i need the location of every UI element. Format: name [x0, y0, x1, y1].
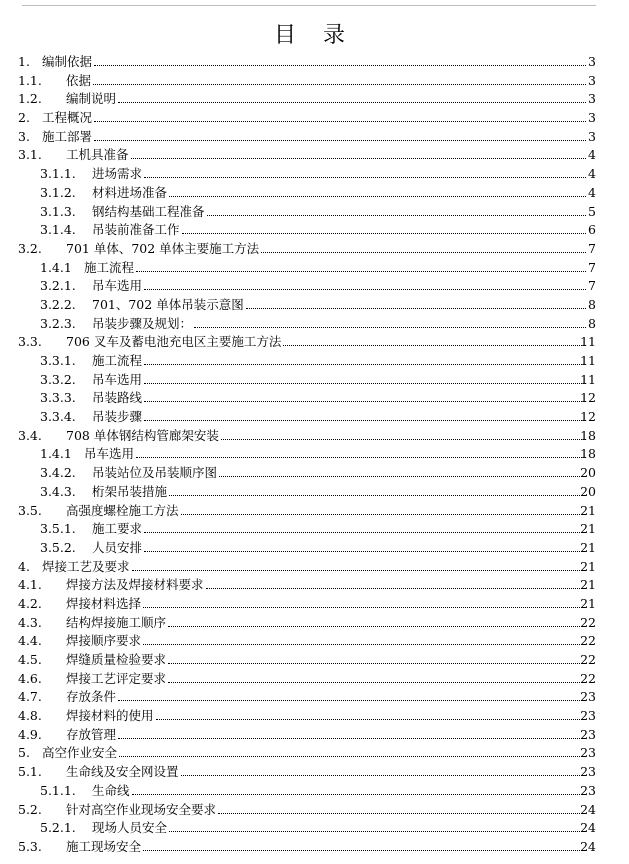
toc-dot-leader	[181, 502, 586, 515]
toc-entry-title: 存放条件	[66, 689, 117, 705]
toc-entry-number: 3.4.	[18, 427, 42, 443]
toc-dot-leader	[143, 838, 586, 851]
toc-entry-page: 23	[580, 782, 596, 798]
toc-entry-number: 5.2.	[18, 801, 42, 817]
toc-entry-number: 3.1.2.	[40, 184, 76, 200]
toc-entry-number: 5.1.	[18, 764, 42, 780]
toc-entry-number: 2.	[18, 110, 30, 126]
toc-dot-leader	[118, 726, 586, 739]
toc-entry-title: 结构焊接施工顺序	[66, 614, 167, 630]
toc-dot-leader	[194, 315, 586, 328]
toc-entry-title: 编制依据	[42, 54, 93, 69]
toc-dot-leader	[132, 558, 586, 571]
toc-entry[interactable]	[0, 53, 629, 72]
toc-dot-leader	[168, 670, 586, 683]
toc-entry-title: 吊装步骤	[92, 409, 143, 425]
toc-entry-number: 4.1.	[18, 577, 42, 593]
toc-entry-page: 20	[580, 483, 596, 499]
toc-dot-leader	[132, 782, 586, 795]
toc-entry-title: 进场需求	[92, 166, 143, 182]
toc-entry-title: 施工流程	[92, 353, 143, 368]
toc-entry-page: 4	[588, 184, 596, 200]
toc-list	[0, 53, 629, 857]
toc-entry[interactable]	[0, 277, 629, 296]
toc-dot-leader	[119, 744, 586, 757]
toc-entry-page: 3	[588, 54, 596, 69]
toc-dot-leader	[94, 53, 586, 66]
toc-entry-title: 701、702 单体吊装示意图	[92, 296, 244, 312]
toc-entry[interactable]	[0, 707, 629, 726]
toc-entry[interactable]	[0, 128, 629, 147]
toc-entry-title: 焊接材料选择	[66, 595, 142, 611]
toc-entry-title: 焊接工艺评定要求	[66, 670, 167, 686]
toc-entry[interactable]	[0, 838, 629, 857]
toc-entry-title: 存放管理	[66, 726, 117, 742]
toc-entry-title: 吊车选用	[84, 446, 135, 462]
toc-entry[interactable]	[0, 520, 629, 539]
toc-entry-page: 3	[588, 110, 596, 126]
toc-entry-number: 5.	[18, 745, 30, 761]
toc-entry-title: 工机具准备	[66, 147, 129, 163]
toc-entry-page: 24	[580, 801, 596, 817]
toc-entry-page: 4	[588, 166, 596, 182]
toc-entry-page: 11	[580, 353, 596, 368]
toc-entry-page: 7	[588, 278, 596, 294]
toc-entry[interactable]	[0, 371, 629, 390]
toc-entry[interactable]	[0, 670, 629, 689]
toc-entry-number: 3.3.1.	[40, 353, 76, 368]
toc-entry[interactable]	[0, 502, 629, 521]
toc-dot-leader	[219, 464, 586, 477]
toc-entry[interactable]	[0, 333, 629, 352]
toc-entry-number: 3.5.	[18, 502, 42, 518]
toc-entry[interactable]	[0, 352, 629, 371]
toc-entry-number: 3.2.	[18, 240, 42, 256]
toc-dot-leader	[143, 595, 586, 608]
toc-entry[interactable]	[0, 445, 629, 464]
toc-entry-number: 4.2.	[18, 595, 42, 611]
toc-entry-title: 焊接材料的使用	[66, 708, 154, 724]
toc-dot-leader	[218, 801, 586, 814]
toc-entry-page: 23	[580, 708, 596, 724]
toc-entry[interactable]	[0, 146, 629, 165]
toc-entry-number: 1.4.1	[40, 259, 72, 275]
toc-entry-page: 7	[588, 259, 596, 275]
toc-entry-number: 1.4.1	[40, 446, 72, 462]
toc-entry-page: 23	[580, 764, 596, 780]
toc-entry-page: 8	[588, 315, 596, 331]
toc-entry-number: 4.5.	[18, 652, 42, 667]
toc-entry-number: 3.2.2.	[40, 296, 76, 312]
toc-entry-page: 12	[580, 409, 596, 425]
toc-entry-number: 1.1.	[18, 72, 42, 88]
toc-entry[interactable]	[0, 576, 629, 595]
toc-entry-title: 吊装步骤及规划：	[92, 315, 193, 331]
toc-entry-title: 施工现场安全	[66, 838, 142, 854]
toc-entry[interactable]	[0, 109, 629, 128]
toc-entry[interactable]	[0, 595, 629, 614]
toc-entry-number: 1.	[18, 54, 30, 69]
toc-entry-title: 现场人员安全	[92, 820, 168, 836]
toc-entry-number: 3.1.	[18, 147, 42, 163]
toc-entry-number: 3.1.1.	[40, 166, 76, 182]
toc-dot-leader	[144, 520, 586, 533]
header-rule	[22, 5, 596, 6]
toc-dot-leader	[136, 259, 586, 272]
toc-entry-page: 7	[588, 240, 596, 256]
toc-entry-number: 4.8.	[18, 708, 42, 724]
toc-entry-page: 11	[580, 371, 596, 387]
toc-dot-leader	[94, 109, 586, 122]
toc-entry-page: 21	[580, 521, 596, 537]
toc-entry-title: 701 单体、702 单体主要施工方法	[66, 240, 260, 256]
toc-entry-title: 人员安排	[92, 539, 143, 555]
toc-entry-title: 生命线	[92, 782, 130, 798]
toc-entry-page: 22	[580, 633, 596, 649]
toc-entry-number: 3.2.3.	[40, 315, 76, 331]
toc-entry-title: 焊接工艺及要求	[42, 558, 130, 574]
toc-entry[interactable]	[0, 315, 629, 334]
toc-dot-leader	[118, 688, 586, 701]
toc-entry-page: 21	[580, 595, 596, 611]
toc-entry-page: 23	[580, 745, 596, 761]
toc-entry-number: 5.3.	[18, 838, 42, 854]
toc-entry[interactable]	[0, 651, 629, 670]
toc-dot-leader	[169, 819, 586, 832]
toc-entry-number: 3.5.2.	[40, 539, 76, 555]
toc-entry-page: 3	[588, 128, 596, 144]
toc-dot-leader	[136, 445, 586, 458]
toc-entry-number: 4.3.	[18, 614, 42, 630]
toc-entry-title: 钢结构基础工程准备	[92, 203, 205, 219]
toc-entry-title: 施工部署	[42, 128, 93, 144]
toc-dot-leader	[156, 707, 586, 720]
toc-dot-leader	[168, 614, 586, 627]
toc-entry-page: 11	[580, 334, 596, 350]
toc-entry-page: 22	[580, 670, 596, 686]
toc-entry[interactable]	[0, 632, 629, 651]
toc-entry-title: 焊接方法及焊接材料要求	[66, 577, 204, 593]
toc-entry-number: 3.1.3.	[40, 203, 76, 219]
toc-entry-page: 24	[580, 838, 596, 854]
toc-entry[interactable]	[0, 184, 629, 203]
toc-entry-page: 4	[588, 147, 596, 163]
toc-entry[interactable]	[0, 464, 629, 483]
toc-entry-number: 3.	[18, 128, 30, 144]
toc-entry[interactable]	[0, 801, 629, 820]
toc-entry[interactable]	[0, 221, 629, 240]
toc-dot-leader	[207, 203, 586, 216]
toc-title: 目 录	[274, 23, 355, 48]
toc-entry-page: 21	[580, 502, 596, 518]
toc-dot-leader	[143, 632, 586, 645]
toc-entry[interactable]	[0, 259, 629, 278]
toc-entry-title: 施工流程	[84, 259, 135, 275]
toc-entry[interactable]	[0, 819, 629, 838]
toc-dot-leader	[246, 296, 586, 309]
toc-entry-title: 依据	[66, 72, 92, 88]
toc-entry-page: 8	[588, 296, 596, 312]
toc-entry[interactable]	[0, 614, 629, 633]
toc-entry-title: 焊接顺序要求	[66, 633, 142, 649]
toc-dot-leader	[182, 221, 586, 234]
toc-entry-title: 焊缝质量检验要求	[66, 652, 167, 667]
toc-entry-number: 3.4.3.	[40, 483, 76, 499]
toc-entry-page: 21	[580, 539, 596, 555]
toc-entry-page: 24	[580, 820, 596, 836]
toc-entry[interactable]	[0, 389, 629, 408]
toc-dot-leader	[283, 333, 586, 346]
toc-entry-title: 高强度螺栓施工方法	[66, 502, 179, 518]
toc-entry-page: 23	[580, 726, 596, 742]
toc-entry[interactable]	[0, 240, 629, 259]
toc-entry-title: 吊车选用	[92, 371, 143, 387]
toc-entry-page: 3	[588, 91, 596, 107]
toc-entry[interactable]	[0, 744, 629, 763]
toc-entry[interactable]	[0, 782, 629, 801]
toc-entry-title: 吊车选用	[92, 278, 143, 294]
toc-entry-number: 3.1.4.	[40, 222, 76, 238]
toc-entry-title: 高空作业安全	[42, 745, 118, 761]
toc-dot-leader	[118, 90, 586, 103]
toc-entry-title: 工程概况	[42, 110, 93, 126]
toc-entry-page: 18	[580, 446, 596, 462]
toc-entry[interactable]	[0, 72, 629, 91]
toc-dot-leader	[144, 539, 586, 552]
toc-entry-page: 20	[580, 465, 596, 481]
toc-entry-number: 5.2.1.	[40, 820, 76, 836]
toc-entry-number: 4.4.	[18, 633, 42, 649]
toc-entry[interactable]	[0, 558, 629, 577]
toc-entry-page: 6	[588, 222, 596, 238]
toc-entry-number: 4.6.	[18, 670, 42, 686]
toc-entry-title: 桁架吊装措施	[92, 483, 168, 499]
toc-entry[interactable]	[0, 408, 629, 427]
toc-dot-leader	[181, 763, 586, 776]
toc-entry-number: 3.3.4.	[40, 409, 76, 425]
toc-entry-title: 针对高空作业现场安全要求	[66, 801, 217, 817]
toc-entry[interactable]	[0, 763, 629, 782]
toc-dot-leader	[169, 184, 586, 197]
toc-entry-title: 吊装前准备工作	[92, 222, 180, 238]
toc-entry-page: 21	[580, 577, 596, 593]
toc-dot-leader	[144, 352, 586, 365]
toc-dot-leader	[144, 408, 586, 421]
toc-entry-title: 706 叉车及蓄电池充电区主要施工方法	[66, 334, 282, 350]
toc-entry-title: 施工要求	[92, 521, 143, 537]
toc-dot-leader	[168, 651, 586, 664]
toc-entry-page: 5	[588, 203, 596, 219]
toc-entry[interactable]	[0, 165, 629, 184]
toc-entry-number: 4.9.	[18, 726, 42, 742]
toc-entry-title: 吊装站位及吊装顺序图	[92, 465, 218, 481]
toc-entry-page: 22	[580, 652, 596, 667]
toc-entry-number: 4.	[18, 558, 30, 574]
toc-entry-number: 3.3.2.	[40, 371, 76, 387]
toc-entry[interactable]	[0, 539, 629, 558]
toc-entry[interactable]	[0, 427, 629, 446]
toc-dot-leader	[93, 72, 586, 85]
toc-dot-leader	[94, 128, 586, 141]
toc-dot-leader	[169, 483, 586, 496]
toc-entry-title: 708 单体钢结构管廊架安装	[66, 427, 219, 443]
toc-dot-leader	[144, 389, 586, 402]
toc-dot-leader	[131, 146, 586, 159]
toc-entry-page: 23	[580, 689, 596, 705]
toc-entry[interactable]	[0, 726, 629, 745]
toc-entry-number: 4.7.	[18, 689, 42, 705]
toc-dot-leader	[144, 165, 586, 178]
toc-dot-leader	[144, 277, 586, 290]
toc-entry[interactable]	[0, 90, 629, 109]
toc-entry-number: 3.3.3.	[40, 390, 76, 406]
toc-entry-page: 3	[588, 72, 596, 88]
toc-entry-number: 3.2.1.	[40, 278, 76, 294]
toc-entry-page: 22	[580, 614, 596, 630]
toc-entry-number: 5.1.1.	[40, 782, 76, 798]
toc-entry[interactable]	[0, 688, 629, 707]
toc-dot-leader	[261, 240, 586, 253]
toc-entry[interactable]	[0, 296, 629, 315]
toc-entry-page: 12	[580, 390, 596, 406]
toc-entry-title: 材料进场准备	[92, 184, 168, 200]
toc-entry-page: 18	[580, 427, 596, 443]
toc-entry-number: 1.2.	[18, 91, 42, 107]
toc-dot-leader	[221, 427, 586, 440]
toc-dot-leader	[206, 576, 586, 589]
toc-entry-title: 编制说明	[66, 91, 117, 107]
toc-entry[interactable]	[0, 203, 629, 222]
toc-entry-number: 3.4.2.	[40, 465, 76, 481]
toc-entry[interactable]	[0, 483, 629, 502]
toc-entry-page: 21	[580, 558, 596, 574]
toc-dot-leader	[144, 371, 586, 384]
toc-entry-title: 吊装路线	[92, 390, 143, 406]
toc-entry-number: 3.3.	[18, 334, 42, 350]
toc-entry-number: 3.5.1.	[40, 521, 76, 537]
toc-entry-title: 生命线及安全网设置	[66, 764, 179, 780]
